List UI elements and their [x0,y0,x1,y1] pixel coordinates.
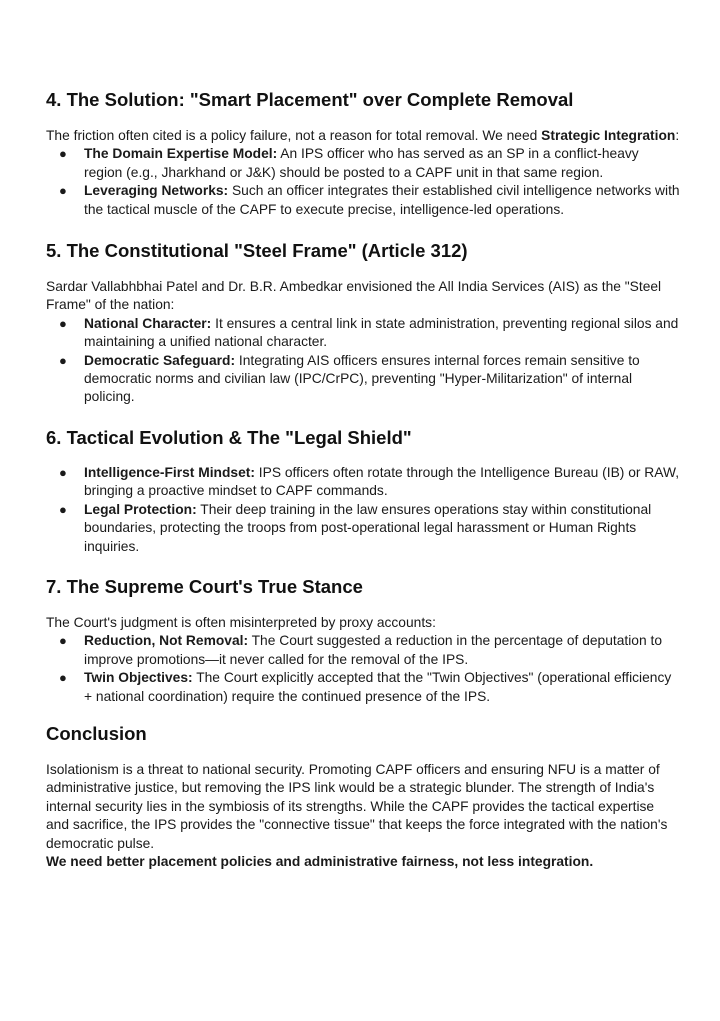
bullet-icon: ● [59,183,67,199]
list-item: ● Twin Objectives: The Court explicitly accepted that the "Twin Objectives" (operational efficiency + national coordination) require the continued presence of the IPS. [59,670,672,704]
section-5-intro: Sardar Vallabhbhai Patel and Dr. B.R. Ambedkar envisioned the All India Services (AIS) as the "Steel Frame" of the nation: [46,279,662,313]
section-6-list [46,464,680,556]
conclusion-heading: Conclusion [46,722,147,744]
list-item: ● The Domain Expertise Model: An IPS officer who has served as an SP in a conflict-heavy region (e.g., Jharkhand or J&K) should be posted to a CAPF unit in that same region. [59,146,639,180]
section-5 [46,239,680,407]
section-4 [46,88,680,219]
bullet-icon: ● [59,633,67,649]
list-item: ● Legal Protection: Their deep training in the law ensures operations stay within constitutional boundaries, protecting the troops from post-operational legal harassment or Human Rights inquiries. [59,501,652,554]
section-7 [46,575,680,706]
conclusion-body: Isolationism is a threat to national security. Promoting CAPF officers and ensuring NFU is a matter of administrative justice, but removing the IPS link would be a strategic blunder. The strength of India's internal security lies in the symbiosis of its strengths. While the CAPF provides the tactical expertise and sacrifice, the IPS provides the "connective tissue" that keeps the force integrated with the nation's democratic pulse. [46,761,668,851]
section-5-heading: 5. The Constitutional "Steel Frame" (Article 312) [46,240,468,262]
section-4-intro: The friction often cited is a policy failure, not a reason for total removal. We need Strategic Integration: [46,128,680,143]
list-item: ● Leveraging Networks: Such an officer integrates their established civil intelligence networks with the tactical muscle of the CAPF to execute precise, intelligence-led operations. [59,183,680,217]
list-item: ● Democratic Safeguard: Integrating AIS officers ensures internal forces remain sensitive to democratic norms and civilian law (IPC/CrPC), preventing "Hyper-Militarization" of internal policing. [59,352,640,405]
bullet-icon: ● [59,352,67,368]
bullet-icon: ● [59,315,67,331]
list-item: ● Reduction, Not Removal: The Court suggested a reduction in the percentage of deputation to improve promotions—it never called for the removal of the IPS. [59,633,662,667]
bullet-icon: ● [59,501,67,517]
section-7-intro: The Court's judgment is often misinterpreted by proxy accounts: [46,614,436,630]
bullet-icon: ● [59,146,67,162]
list-item: ● Intelligence-First Mindset: IPS officers often rotate through the Intelligence Bureau (IB) or RAW, bringing a proactive mindset to CAPF commands. [59,464,680,499]
section-5-list [46,315,680,407]
section-4-heading: 4. The Solution: "Smart Placement" over Complete Removal [46,89,574,110]
conclusion-final-statement: We need better placement policies and administrative fairness, not less integration. [46,853,594,869]
section-4-intro-bold: Strategic Integration [541,128,676,143]
conclusion-section [46,722,680,871]
bullet-icon: ● [59,464,67,480]
section-7-heading: 7. The Supreme Court's True Stance [46,575,363,597]
list-item: ● National Character: It ensures a central link in state administration, preventing regional silos and maintaining a unified national character. [59,315,679,350]
section-6 [46,426,680,556]
section-6-heading: 6. Tactical Evolution & The "Legal Shield" [46,426,412,448]
bullet-icon: ● [59,670,67,686]
section-7-list [46,632,680,706]
section-4-list [46,145,680,219]
